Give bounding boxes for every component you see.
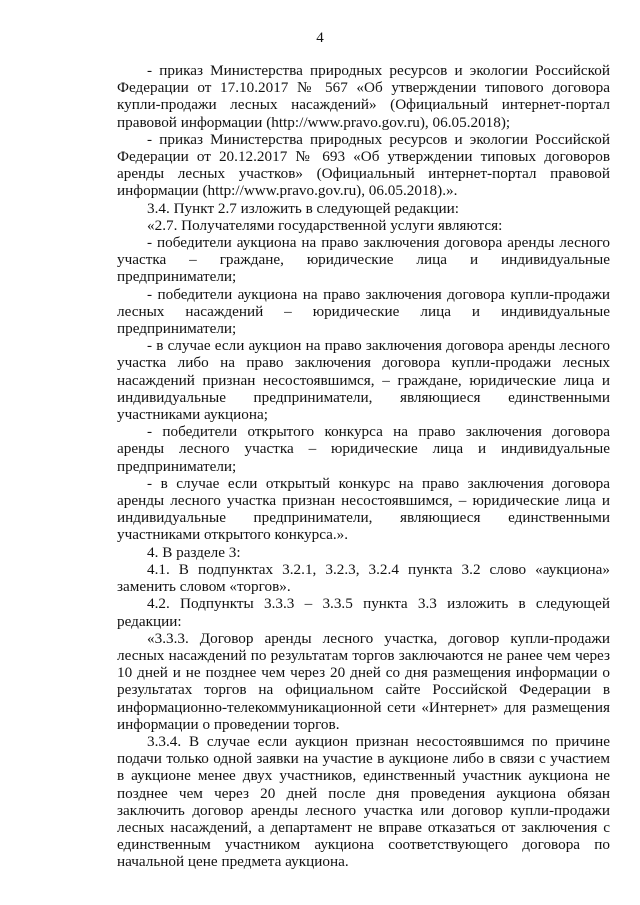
paragraph: 4. В разделе 3: [147, 543, 241, 561]
paragraph: «3.3.3. Договор аренды лесного участка, договор купли-продажи лесных насаждений по результатам торгов заключаются не ранее чем через 10 дней и не позднее чем через 20 дней со дня размещения информации о результатах торгов на официальном сайте Российской Федерации в информационно-телекоммуникационной сети «Интернет» для размещения информации о проведении торгов. [117, 629, 610, 733]
paragraph: - приказ Министерства природных ресурсов и экологии Российской Федерации от 20.12.2017 № 693 «Об утверждении типовых договоров аренды лесных участков» (Официальный интернет-портал правовой информации (http://www.pravo.gov.ru), 06.05.2018).». [117, 130, 610, 200]
paragraph: 4.1. В подпунктах 3.2.1, 3.2.3, 3.2.4 пункта 3.2 слово «аукциона» заменить словом «торгов». [117, 560, 610, 596]
paragraph: - в случае если аукцион на право заключения договора аренды лесного участка либо на право заключения договора купли-продажи лесных насаждений признан несостоявшимся, – граждане, юридические лица и индивидуальные предприниматели, являющиеся единственными участниками аукциона; [117, 337, 610, 424]
paragraph: - в случае если открытый конкурс на право заключения договора аренды лесного участка признан несостоявшимся, – юридические лица и индивидуальные предприниматели, являющиеся единственными участниками открытого конкурса.». [117, 474, 610, 544]
paragraph: - победители открытого конкурса на право заключения договора аренды лесного участка – юридические лица и индивидуальные предприниматели; [117, 423, 610, 475]
paragraph: - победители аукциона на право заключения договора купли-продажи лесных насаждений – юридические лица и индивидуальные предприниматели; [117, 285, 610, 338]
paragraph: 3.4. Пункт 2.7 изложить в следующей редакции: [147, 199, 460, 217]
paragraph: 3.3.4. В случае если аукцион признан несостоявшимся по причине подачи только одной заявки на участие в аукционе либо в связи с участием в аукционе менее двух участников, единственный участник аукциона не позднее чем через 20 дней после дня проведения аукциона обязан заключить договор аренды лесного участка или договор купли-продажи лесных насаждений, а департамент не вправе отказаться от заключения с единственным участником аукциона соответствующего договора по начальной цене предмета аукциона. [117, 732, 610, 871]
paragraph: - победители аукциона на право заключения договора аренды лесного участка – граждане, юридические лица и индивидуальные предприниматели; [117, 234, 610, 286]
document-body [117, 62, 610, 871]
paragraph: 4.2. Подпункты 3.3.3 – 3.3.5 пункта 3.3 изложить в следующей редакции: [117, 595, 610, 630]
paragraph: «2.7. Получателями государственной услуги являются: [147, 216, 503, 234]
paragraph: - приказ Министерства природных ресурсов и экологии Российской Федерации от 17.10.2017 № 567 «Об утверждении типового договора купли-продажи лесных насаждений» (Официальный интернет-портал правовой информации (http://www.pravo.gov.ru), 06.05.2018); [117, 62, 610, 131]
page-number: 4 [316, 30, 324, 46]
